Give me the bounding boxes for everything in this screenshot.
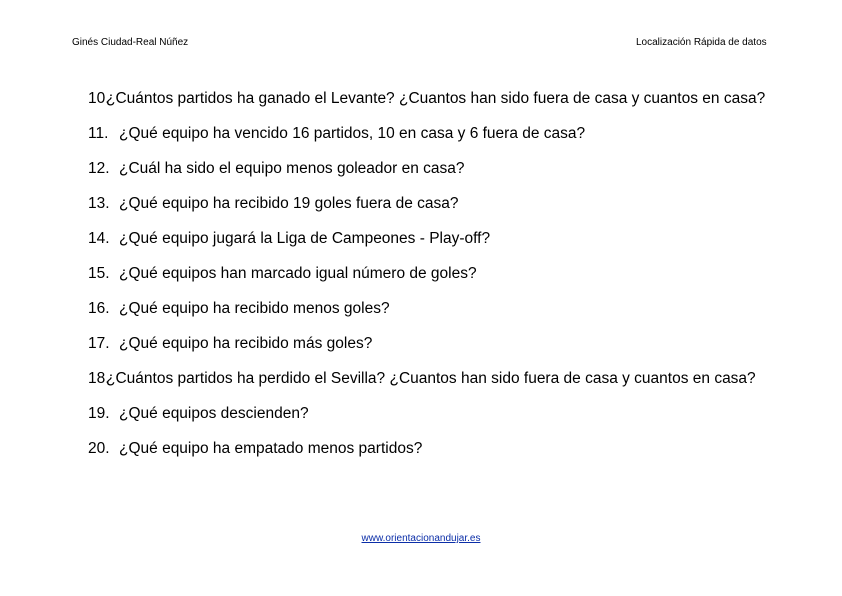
- question-item-16: [88, 296, 771, 321]
- question-number: 12.: [88, 160, 110, 177]
- question-text: ¿Qué equipo ha recibido más goles?: [119, 335, 373, 352]
- question-item-18: [88, 366, 771, 391]
- question-text: ¿Qué equipo ha recibido menos goles?: [119, 300, 390, 317]
- question-text: ¿Qué equipos descienden?: [119, 405, 309, 422]
- question-number: 13.: [88, 195, 110, 212]
- question-item-13: [88, 191, 771, 216]
- footer: [0, 533, 842, 545]
- question-item-17: [88, 331, 771, 356]
- question-item-14: [88, 226, 771, 251]
- question-number: 10.: [88, 90, 110, 107]
- question-text: ¿Cuántos partidos ha perdido el Sevilla? ¿Cuantos han sido fuera de casa y cuantos en casa?: [106, 370, 756, 387]
- question-item-15: [88, 261, 771, 286]
- question-item-10: [88, 86, 771, 111]
- question-item-19: [88, 401, 771, 426]
- question-number: 14.: [88, 230, 110, 247]
- header-title: Localización Rápida de datos: [636, 37, 767, 48]
- question-item-20: [88, 436, 771, 461]
- question-number: 19.: [88, 405, 110, 422]
- question-text: ¿Qué equipo jugará la Liga de Campeones - Play-off?: [119, 230, 491, 247]
- footer-website-link[interactable]: www.orientacionandujar.es: [361, 533, 481, 544]
- question-text: ¿Qué equipo ha recibido 19 goles fuera de casa?: [119, 195, 459, 212]
- question-item-12: [88, 156, 771, 181]
- question-number: 20.: [88, 440, 110, 457]
- question-item-11: [88, 121, 771, 146]
- question-text: ¿Cuál ha sido el equipo menos goleador en casa?: [119, 160, 465, 177]
- header-author: Ginés Ciudad-Real Núñez: [72, 37, 189, 48]
- question-text: ¿Qué equipos han marcado igual número de goles?: [119, 265, 477, 282]
- question-list: [88, 86, 771, 471]
- question-number: 17.: [88, 335, 110, 352]
- question-number: 11.: [88, 125, 109, 142]
- question-number: 16.: [88, 300, 110, 317]
- question-text: ¿Qué equipo ha vencido 16 partidos, 10 en casa y 6 fuera de casa?: [119, 125, 586, 142]
- question-text: ¿Cuántos partidos ha ganado el Levante? ¿Cuantos han sido fuera de casa y cuantos en casa?: [106, 90, 766, 107]
- question-number: 18.: [88, 370, 110, 387]
- question-text: ¿Qué equipo ha empatado menos partidos?: [119, 440, 423, 457]
- question-number: 15.: [88, 265, 110, 282]
